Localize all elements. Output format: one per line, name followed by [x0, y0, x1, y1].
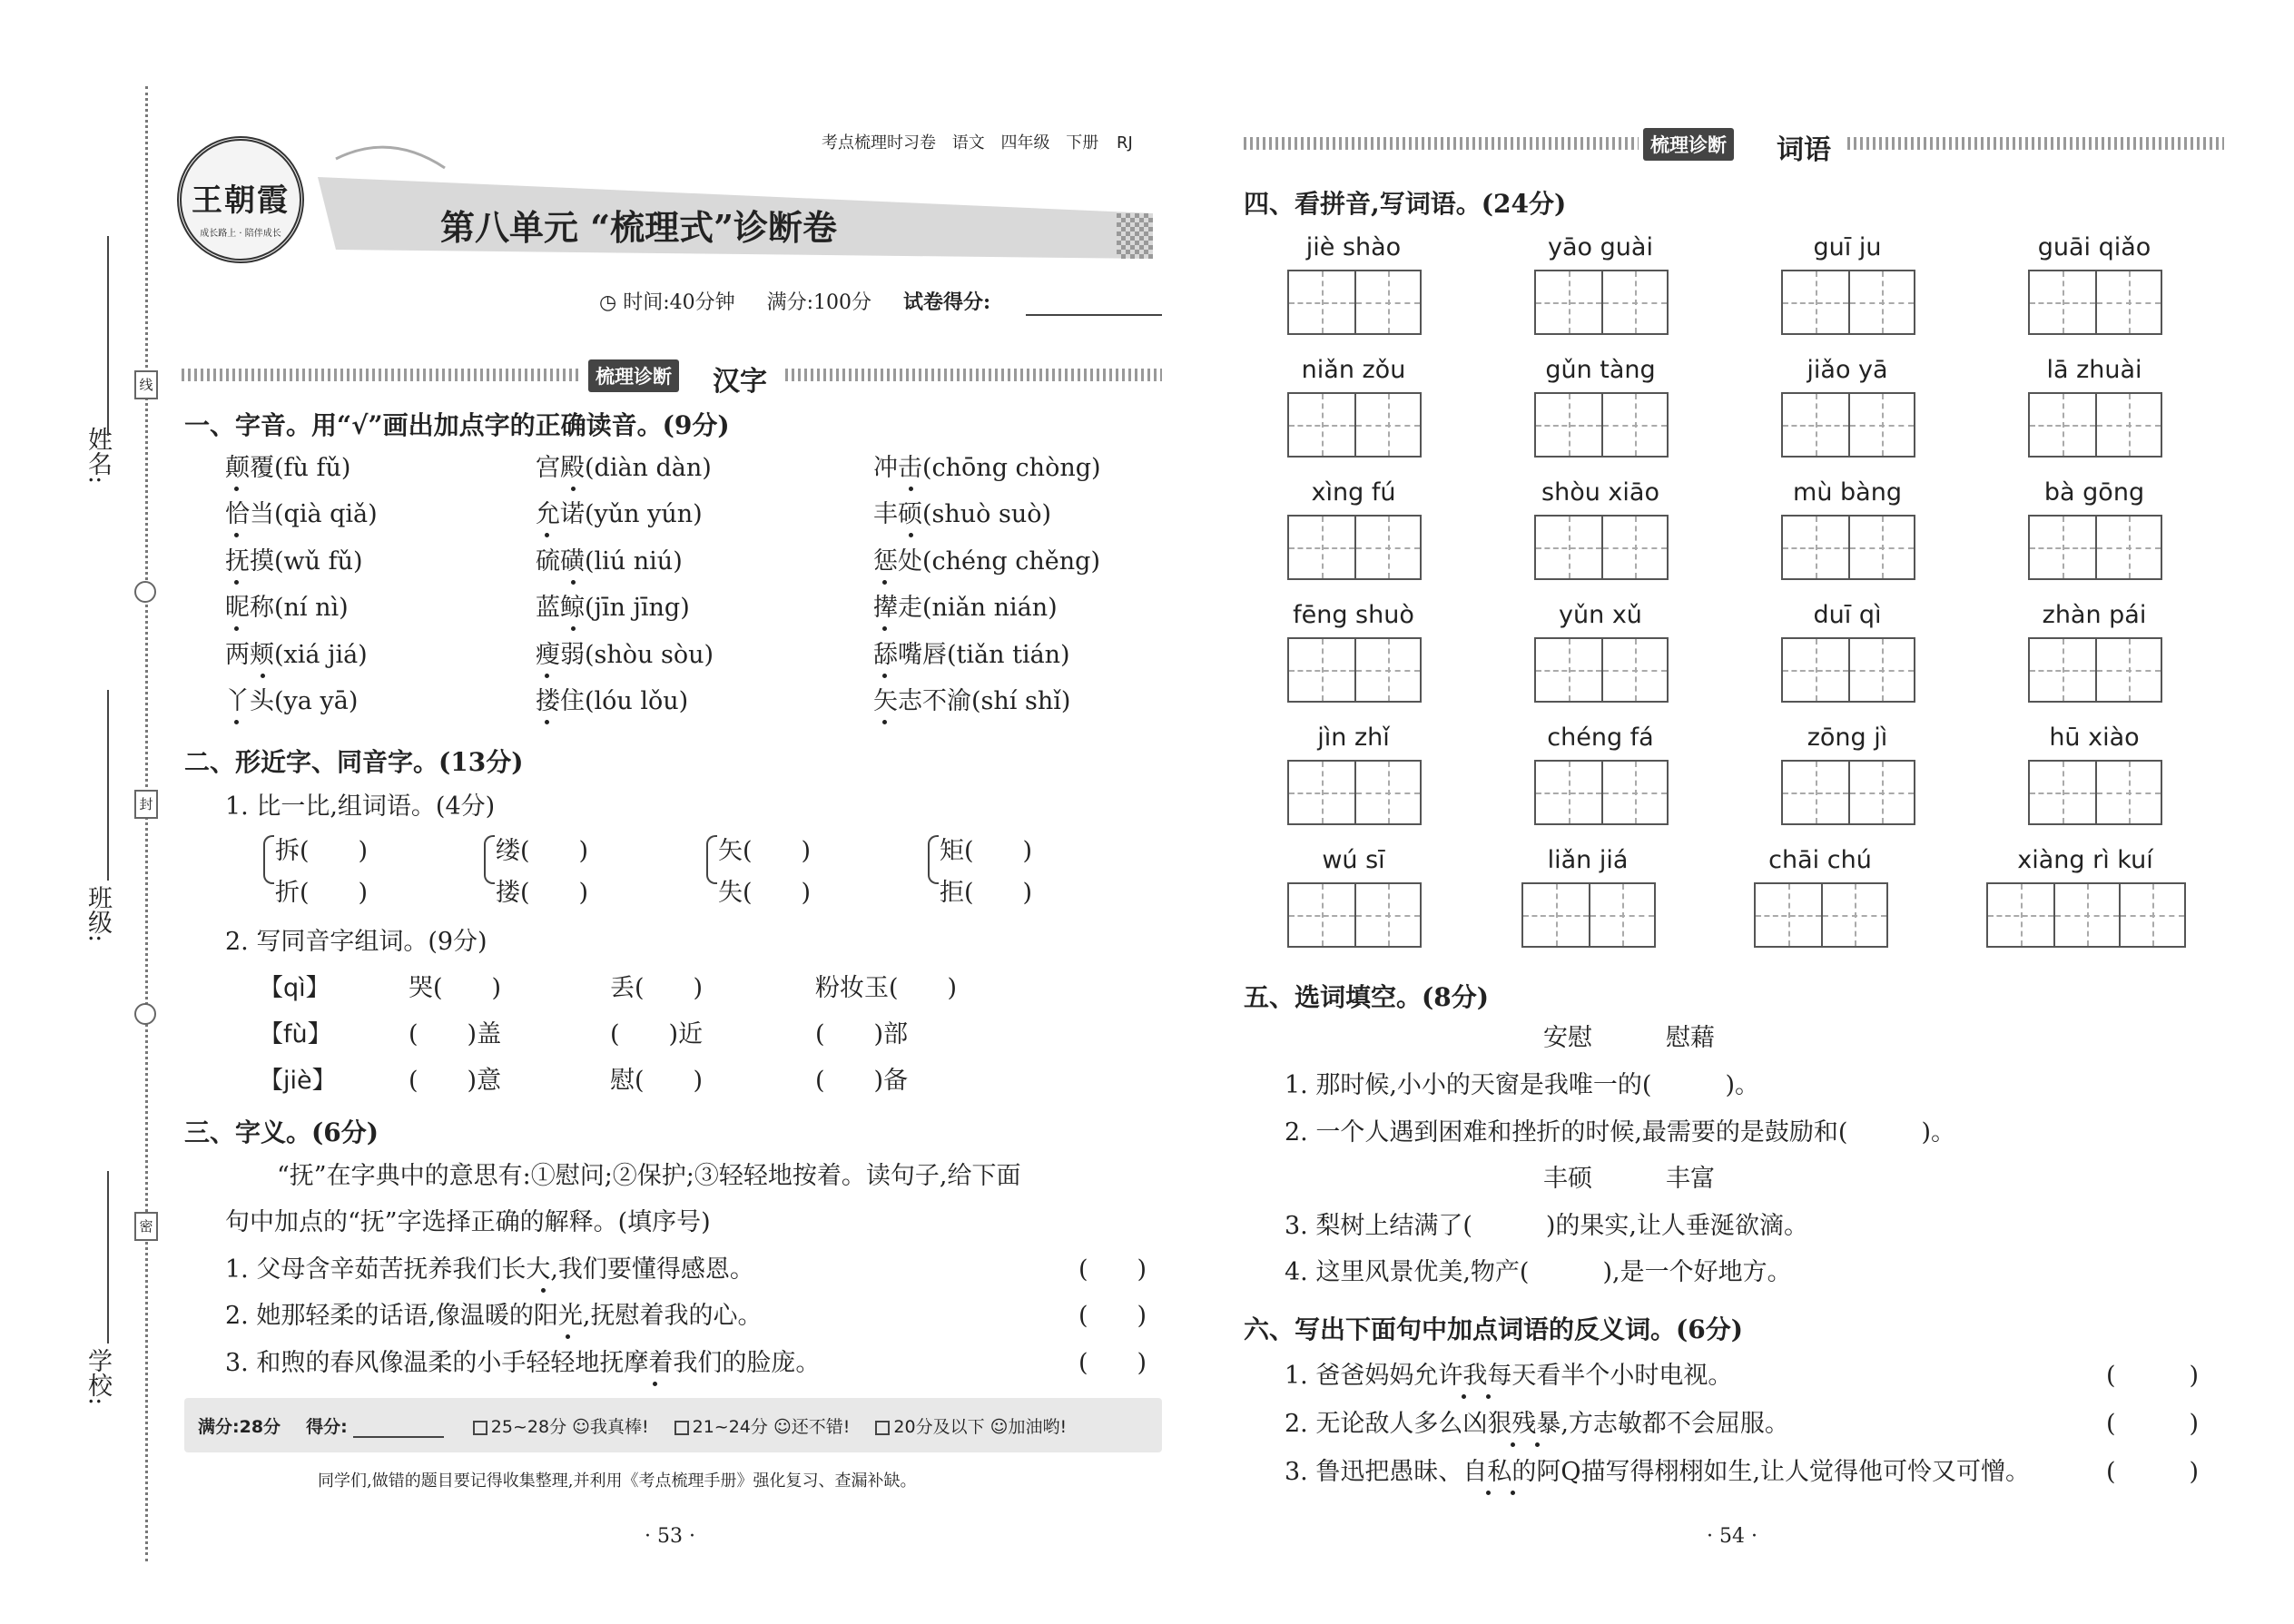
q1-item[interactable]: 撵走(niǎn nián)	[873, 594, 1058, 622]
q1-item[interactable]: 瘦弱(shòu sòu)	[536, 641, 714, 669]
answer-blank[interactable]: ( )	[1078, 1302, 1147, 1330]
writing-grid[interactable]	[1986, 882, 2186, 948]
section-badge: 梳理诊断	[1643, 128, 1734, 161]
section-dotline	[1244, 137, 1639, 150]
seal-mark-seal: 封	[134, 790, 158, 819]
pinyin-label: hū xiào	[2049, 723, 2140, 752]
pinyin-label: duī qì	[1813, 601, 1882, 629]
pinyin-label: gǔn tàng	[1545, 356, 1656, 384]
emphasis-dot	[1462, 1394, 1466, 1399]
q1-item[interactable]: 惩处(chéng chěng)	[873, 547, 1100, 576]
brand-logo: 王朝霞 成长路上 · 陪伴成长	[177, 136, 304, 263]
writing-grid[interactable]	[1287, 270, 1422, 335]
emphasis-dot	[1535, 1442, 1540, 1447]
q1-item[interactable]: 抚摸(wǔ fǔ)	[225, 547, 363, 576]
writing-grid[interactable]	[1781, 637, 1915, 703]
emphasis-dot	[909, 487, 913, 491]
q3-item: 2. 她那轻柔的话语,像温暖的阳光,抚慰着我的心。	[225, 1302, 763, 1330]
q3-item: 3. 和煦的春风像温柔的小手轻轻地抚摩着我们的脸庞。	[225, 1349, 821, 1377]
option-checkbox[interactable]	[473, 1421, 487, 1435]
emphasis-dot	[882, 626, 887, 631]
pinyin-label: jìn zhǐ	[1317, 723, 1390, 752]
emphasis-dot	[545, 674, 549, 678]
brace	[484, 835, 495, 884]
brace	[928, 835, 939, 884]
q6-item: 2. 无论敌人多么凶狠残暴,方志敏都不会屈服。	[1285, 1410, 1789, 1438]
homophone-blank[interactable]: ( )意	[409, 1067, 502, 1095]
writing-grid[interactable]	[1534, 760, 1669, 825]
homophone-blank[interactable]: ( )盖	[409, 1020, 502, 1048]
q3-intro: “抚”在字典中的意思有:①慰问;②保护;③轻轻地按着。读句子,给下面	[277, 1162, 1021, 1190]
q5-sentence[interactable]: 3. 梨树上结满了( )的果实,让人垂涎欲滴。	[1285, 1212, 1808, 1240]
emphasis-dot	[571, 580, 576, 585]
pinyin-label: yǔn xǔ	[1559, 601, 1642, 629]
writing-grid[interactable]	[1534, 515, 1669, 580]
q3-intro: 句中加点的“抚”字选择正确的解释。(填序号)	[225, 1208, 711, 1236]
writing-grid[interactable]	[2028, 637, 2162, 703]
pinyin-label: chāi chú	[1768, 846, 1872, 874]
q1-item[interactable]: 恰当(qià qiǎ)	[225, 500, 378, 528]
pinyin-label: mù bàng	[1793, 478, 1902, 507]
writing-grid[interactable]	[1781, 515, 1915, 580]
q5-sentence[interactable]: 1. 那时候,小小的天窗是我唯一的( )。	[1285, 1071, 1759, 1099]
writing-grid[interactable]	[1287, 515, 1422, 580]
emphasis-dot	[234, 626, 239, 631]
emphasis-dot	[909, 533, 913, 537]
seal-mark-secret: 密	[134, 1212, 158, 1241]
writing-grid[interactable]	[1534, 392, 1669, 458]
q1-item[interactable]: 颠覆(fù fǔ)	[225, 454, 351, 482]
emphasis-dot	[234, 487, 239, 491]
emphasis-dot	[1511, 1442, 1515, 1447]
pinyin-label: shòu xiāo	[1541, 478, 1659, 507]
q6-title: 六、写出下面句中加点词语的反义词。(6分)	[1244, 1314, 1743, 1344]
name-field[interactable]	[107, 236, 109, 436]
homophone-pinyin: 【fù】	[259, 1020, 332, 1048]
pinyin-label: wú sī	[1322, 846, 1385, 874]
writing-grid[interactable]	[1754, 882, 1888, 948]
header-meta: 考点梳理时习卷 语文 四年级 下册 RJ	[822, 133, 1133, 153]
bar-score-field[interactable]	[353, 1436, 444, 1438]
page-number-left: · 53 ·	[645, 1525, 695, 1548]
answer-blank[interactable]: ( )	[1078, 1255, 1147, 1284]
emphasis-dot	[545, 720, 549, 724]
exam-meta: ◷ 时间:40分钟 满分:100分 试卷得分:	[599, 290, 991, 314]
emphasis-dot	[234, 580, 239, 585]
pair-word[interactable]: 拒( )	[940, 879, 1033, 907]
q4-title: 四、看拼音,写词语。(24分)	[1244, 189, 1567, 219]
answer-blank[interactable]: ( )	[2106, 1410, 2200, 1438]
writing-grid[interactable]	[1781, 270, 1915, 335]
pinyin-label: guī ju	[1813, 233, 1882, 261]
smile-icon: ☺	[773, 1417, 792, 1437]
pair-word[interactable]: 拆( )	[275, 837, 369, 865]
emphasis-dot	[882, 720, 887, 724]
homophone-pinyin: 【qì】	[259, 974, 330, 1002]
writing-grid[interactable]	[2028, 392, 2162, 458]
smile-icon: ☺	[572, 1417, 590, 1437]
q1-item[interactable]: 搂住(lóu lǒu)	[536, 687, 689, 715]
class-field[interactable]	[107, 690, 109, 881]
emphasis-dot	[261, 674, 265, 678]
pinyin-label: niǎn zǒu	[1301, 356, 1406, 384]
pinyin-label: guāi qiǎo	[2037, 233, 2151, 261]
emphasis-dot	[653, 1382, 657, 1386]
answer-blank[interactable]: ( )	[2106, 1458, 2200, 1486]
q5-title: 五、选词填空。(8分)	[1244, 982, 1489, 1012]
writing-grid[interactable]	[1287, 392, 1422, 458]
writing-grid[interactable]	[1287, 637, 1422, 703]
footer-tip: 同学们,做错的题目要记得收集整理,并利用《考点梳理手册》强化复习、查漏补缺。	[318, 1471, 917, 1491]
homophone-blank[interactable]: ( )部	[815, 1020, 909, 1048]
pair-word[interactable]: 搂( )	[496, 879, 589, 907]
emphasis-dot	[234, 533, 239, 537]
homophone-blank[interactable]: 哭( )	[409, 974, 502, 1002]
q1-item[interactable]: 硫磺(liú niú)	[536, 547, 683, 576]
pinyin-label: liǎn jiá	[1547, 846, 1629, 874]
brace	[263, 835, 274, 884]
homophone-pinyin: 【jiè】	[259, 1067, 337, 1095]
class-label: 班级:	[84, 885, 112, 943]
pair-word[interactable]: 折( )	[275, 879, 369, 907]
answer-blank[interactable]: ( )	[1078, 1349, 1147, 1377]
section-title-ciyu: 词语	[1777, 134, 1831, 166]
score-bar-content: 满分:28分 得分: 25~28分 ☺我真棒! 21~24分 ☺还不错! 20分及以下 ☺加油哟!	[198, 1417, 1068, 1437]
section-dotline	[1847, 137, 2224, 150]
school-label: 学校:	[84, 1348, 112, 1406]
option-checkbox[interactable]	[875, 1421, 890, 1435]
q3-item: 1. 父母含辛茹苦抚养我们长大,我们要懂得感恩。	[225, 1255, 754, 1284]
option-checkbox[interactable]	[674, 1421, 689, 1435]
homophone-blank[interactable]: ( )备	[815, 1067, 909, 1095]
pinyin-label: xiàng rì kuí	[2017, 846, 2153, 874]
writing-grid[interactable]	[1287, 760, 1422, 825]
pinyin-label: zōng jì	[1807, 723, 1888, 752]
pair-word[interactable]: 缕( )	[496, 837, 589, 865]
q1-item[interactable]: 昵称(ní nì)	[225, 594, 349, 622]
name-label: 姓名:	[84, 427, 112, 485]
homophone-blank[interactable]: 粉妆玉( )	[815, 974, 958, 1002]
binding-hole-icon	[134, 1003, 156, 1025]
school-field[interactable]	[107, 1171, 109, 1343]
section-title-hanzi: 汉字	[713, 366, 767, 398]
brace	[706, 835, 717, 884]
q6-item: 3. 鲁迅把愚昧、自私的阿Q描写得栩栩如生,让人觉得他可怜又可憎。	[1285, 1458, 2031, 1486]
pinyin-label: chéng fá	[1547, 723, 1654, 752]
pinyin-label: bà gōng	[2043, 478, 2145, 507]
q6-item: 1. 爸爸妈妈允许我每天看半个小时电视。	[1285, 1362, 1733, 1390]
writing-grid[interactable]	[1534, 637, 1669, 703]
q2-sub1: 1. 比一比,组词语。(4分)	[225, 792, 496, 821]
smile-icon: ☺	[989, 1417, 1009, 1437]
pair-word[interactable]: 失( )	[718, 879, 812, 907]
q2-title: 二、形近字、同音字。(13分)	[184, 747, 524, 777]
q1-item[interactable]: 舔嘴唇(tiǎn tián)	[873, 641, 1070, 669]
writing-grid[interactable]	[1781, 760, 1915, 825]
word-choices: 丰硕 丰富	[1543, 1165, 1715, 1193]
exam-title: 第八单元 “梳理式”诊断卷	[440, 207, 837, 248]
q1-item[interactable]: 两颊(xiá jiá)	[225, 641, 368, 669]
binding-dotted-line	[145, 86, 148, 1561]
writing-grid[interactable]	[2028, 760, 2162, 825]
pinyin-label: yāo guài	[1548, 233, 1653, 261]
writing-grid[interactable]	[2028, 270, 2162, 335]
seal-mark-line: 线	[134, 370, 158, 399]
pinyin-label: zhàn pái	[2042, 601, 2147, 629]
emphasis-dot	[882, 580, 887, 585]
pair-word[interactable]: 矩( )	[940, 837, 1033, 865]
q5-sentence[interactable]: 2. 一个人遇到困难和挫折的时候,最需要的是鼓励和( )。	[1285, 1118, 1955, 1147]
emphasis-dot	[1486, 1491, 1491, 1495]
writing-grid[interactable]	[1534, 270, 1669, 335]
writing-grid[interactable]	[1287, 882, 1422, 948]
homophone-blank[interactable]: 慰( )	[610, 1067, 704, 1095]
emphasis-dot	[234, 720, 239, 724]
q1-item[interactable]: 允诺(yǔn yún)	[536, 500, 703, 528]
emphasis-dot	[571, 626, 576, 631]
emphasis-dot	[566, 1334, 570, 1339]
homophone-blank[interactable]: ( )近	[610, 1020, 704, 1048]
emphasis-dot	[571, 487, 576, 491]
writing-grid[interactable]	[1781, 392, 1915, 458]
q1-item[interactable]: 冲击(chōng chòng)	[873, 454, 1101, 482]
word-choices: 安慰 慰藉	[1543, 1024, 1715, 1052]
q1-item[interactable]: 蓝鲸(jīn jīng)	[536, 594, 690, 622]
pair-word[interactable]: 矢( )	[718, 837, 812, 865]
q5-sentence[interactable]: 4. 这里风景优美,物产( ),是一个好地方。	[1285, 1258, 1792, 1286]
emphasis-dot	[541, 1288, 546, 1293]
writing-grid[interactable]	[2028, 515, 2162, 580]
pinyin-label: lā zhuài	[2046, 356, 2142, 384]
page-number-right: · 54 ·	[1707, 1525, 1757, 1548]
writing-grid[interactable]	[1521, 882, 1656, 948]
section-dotline	[182, 369, 581, 381]
q1-item[interactable]: 丫头(ya yā)	[225, 687, 359, 715]
q1-title: 一、字音。用“√”画出加点字的正确读音。(9分)	[184, 410, 730, 440]
section-badge: 梳理诊断	[588, 359, 679, 392]
q2-sub2: 2. 写同音字组词。(9分)	[225, 928, 487, 956]
q3-title: 三、字义。(6分)	[184, 1117, 379, 1147]
answer-blank[interactable]: ( )	[2106, 1362, 2200, 1390]
pinyin-label: jiè shào	[1305, 233, 1402, 261]
pinyin-label: xìng fú	[1311, 478, 1396, 507]
section-dotline	[785, 369, 1162, 381]
score-field[interactable]	[1026, 314, 1162, 316]
homophone-blank[interactable]: 丢( )	[610, 974, 704, 1002]
q1-item[interactable]: 丰硕(shuò suò)	[873, 500, 1052, 528]
q1-item[interactable]: 宫殿(diàn dàn)	[536, 454, 712, 482]
clock-icon: ◷	[599, 291, 617, 314]
binding-hole-icon	[134, 581, 156, 603]
pinyin-label: jiǎo yā	[1807, 356, 1888, 384]
emphasis-dot	[882, 674, 887, 678]
emphasis-dot	[1486, 1394, 1491, 1399]
emphasis-dot	[1511, 1491, 1515, 1495]
pinyin-label: fēng shuò	[1293, 601, 1414, 629]
q1-item[interactable]: 矢志不渝(shí shǐ)	[873, 687, 1071, 715]
emphasis-dot	[545, 533, 549, 537]
